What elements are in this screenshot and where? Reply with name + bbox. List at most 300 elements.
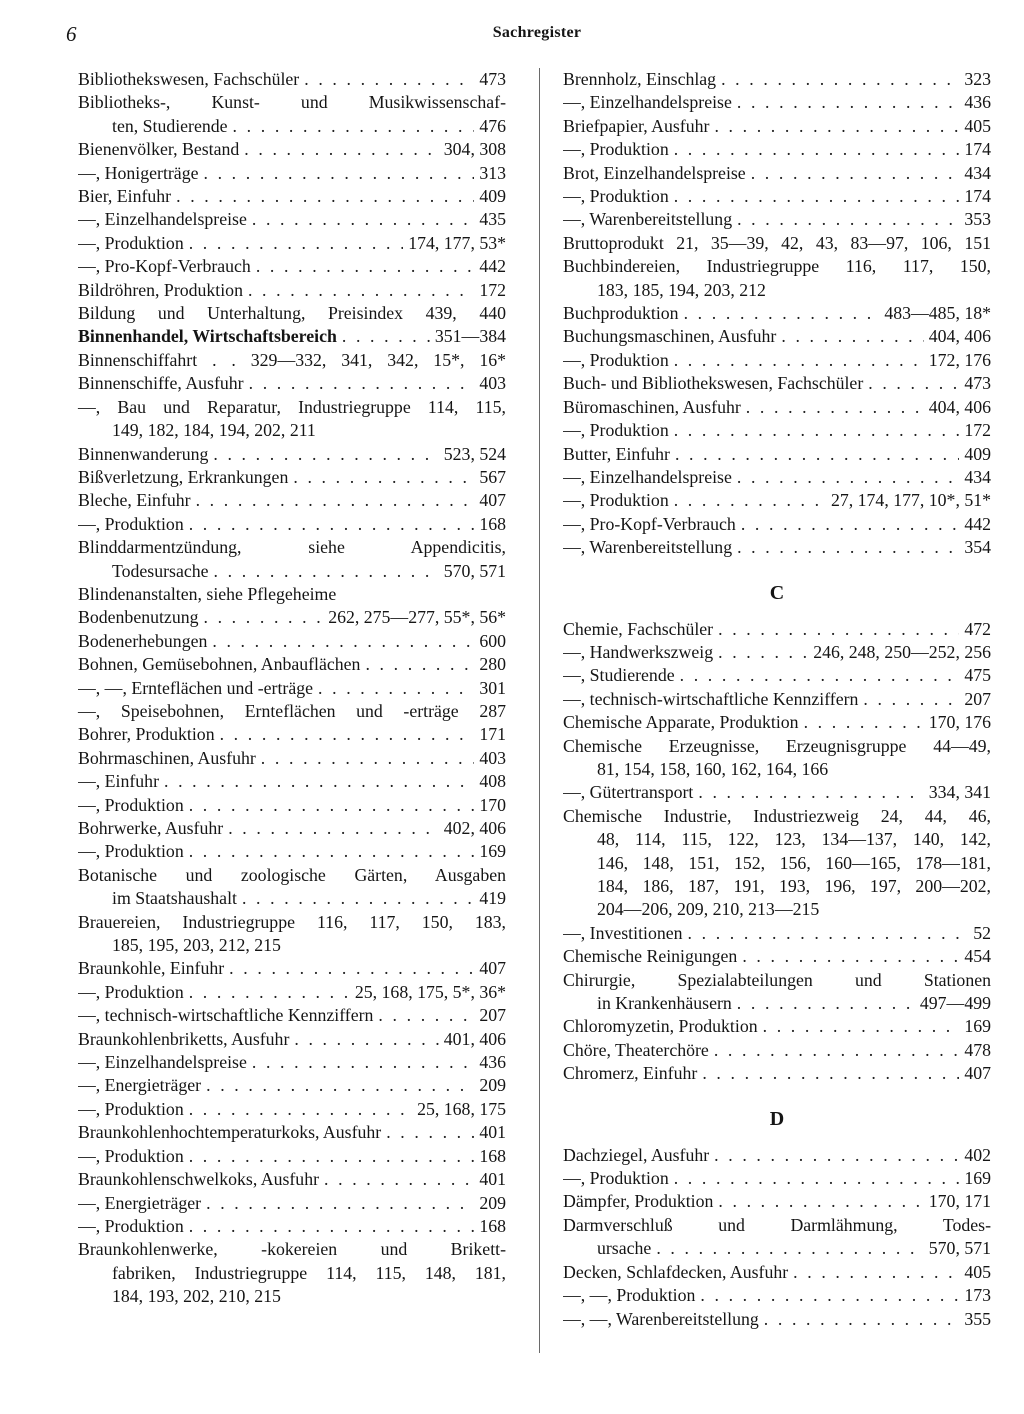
index-entry [78,677,506,700]
index-entry [78,1051,506,1074]
index-entry [78,653,506,676]
entry-term: in Krankenhäusern [597,993,732,1014]
index-entry [78,1028,506,1051]
dot-leader [721,68,959,91]
index-entry [563,641,991,664]
entry-term: —, Pro-Kopf-Verbrauch [78,256,251,277]
entry-page-numbers: 473 [479,69,506,89]
entry-term: —, Produktion [78,1215,184,1236]
dot-leader [386,1121,474,1144]
entry-term: Chloromyzetin, Produktion [563,1016,758,1037]
dot-leader [674,1167,960,1190]
index-entry [563,618,991,641]
entry-term: Braunkohlenhochtemperaturkoks, Ausfuhr [78,1122,382,1143]
entry-term: —, Produktion [563,420,669,441]
dot-leader [204,606,324,629]
entry-page-numbers: 497—499 [919,993,991,1014]
entry-term: —, Warenbereitstellung [563,537,733,558]
index-entry [563,1284,991,1307]
index-entry-continuation [563,1237,991,1260]
entry-term: Chromerz, Einfuhr [563,1063,698,1084]
index-entry: Bibliotheks-, Kunst- und Musikwissenschaf- [78,92,506,113]
entry-page-numbers: 435 [479,209,506,230]
entry-page-numbers: 407 [479,958,506,979]
index-entry: Bruttoprodukt 21, 35—39, 42, 43, 83—97, 106, 151 [563,232,991,253]
entry-page-numbers: 475 [964,665,991,686]
entry-page-numbers: 570, 571 [443,560,506,581]
entry-page-numbers: 403 [479,373,506,394]
entry-page-numbers: 172, 176 [928,349,991,370]
entry-page-numbers: 405 [964,115,991,136]
entry-term: —, Warenbereitstellung [563,209,733,230]
entry-term: —, —, Ernteflächen und -erträge [78,677,314,698]
entry-page-numbers: 407 [964,1063,991,1084]
index-entry [78,68,506,91]
entry-term: Bohrwerke, Ausfuhr [78,818,224,838]
entry-term: —, Produktion [563,490,669,511]
entry-page-numbers: 405 [964,1261,991,1282]
dot-leader [206,1192,474,1215]
index-entry [563,1261,991,1284]
dot-leader [249,372,475,395]
dot-leader [714,1039,960,1062]
dot-leader [206,1074,474,1097]
section-letter-heading: C [769,581,785,604]
entry-term: —, Produktion [78,981,184,1002]
column-divider [539,68,540,1353]
entry-page-numbers: 408 [479,771,506,792]
page-header [0,20,1024,50]
entry-page-numbers: 478 [964,1039,991,1060]
entry-term: —, Gütertransport [563,782,694,803]
index-entry [78,489,506,512]
entry-page-numbers: 52 [973,922,991,943]
index-entry [563,711,991,734]
entry-term: Bohrer, Produktion [78,724,215,745]
index-entry [563,349,991,372]
entry-page-numbers: 401 [479,1169,506,1190]
dot-leader [189,1098,412,1121]
entry-term: —, Investitionen [563,922,683,943]
entry-term: Chemische Apparate, Produktion [563,712,799,733]
index-entry [78,325,506,348]
index-entry-continuation: 184, 193, 202, 210, 215 [112,1286,281,1307]
entry-term: ten, Studierende [112,115,228,136]
entry-term: —, Produktion [563,349,669,370]
index-entry [563,91,991,114]
entry-page-numbers: 454 [964,946,991,967]
index-entry: Blinddarmentzündung, siehe Appendicitis, [78,537,506,558]
entry-page-numbers: 168 [479,1215,506,1236]
dot-leader [674,489,826,512]
entry-page-numbers: 301 [479,677,506,698]
dot-leader [698,781,923,804]
index-entry [563,396,991,419]
dot-leader [318,677,474,700]
dot-leader [718,1190,923,1213]
entry-page-numbers: 570, 571 [928,1238,991,1259]
dot-leader [674,185,960,208]
entry-page-numbers: 170 [479,794,506,815]
dot-leader [737,91,959,114]
index-entry [78,443,506,466]
index-entry [78,255,506,278]
index-entry [78,466,506,489]
entry-term: —, Produktion [563,1168,669,1189]
index-entry: Buchbindereien, Industriegruppe 116, 117, 150, [563,256,991,277]
entry-page-numbers: 174 [964,139,991,160]
entry-page-numbers: 25, 168, 175, 5*, 36* [354,981,506,1002]
dot-leader [714,1144,959,1167]
entry-term: Brennholz, Einschlag [563,69,717,89]
entry-page-numbers: 404, 406 [928,326,991,347]
dot-leader [674,349,924,372]
index-entry: Chemische Industrie, Industriezweig 24, 44, 46, [563,805,991,826]
dot-leader [233,115,475,138]
dot-leader [763,1015,960,1038]
entry-page-numbers: 168 [479,513,506,534]
index-entry-continuation: 183, 185, 194, 203, 212 [597,279,766,300]
dot-leader [746,396,924,419]
index-entry-continuation: 184, 186, 187, 191, 193, 196, 197, 200—202, [597,876,991,896]
index-entry-continuation: 149, 182, 184, 194, 202, 211 [112,420,316,441]
entry-page-numbers: 600 [479,630,506,651]
index-entry: Binnenschiffahrt . . 329—332, 341, 342, 15*, 16* [78,349,506,370]
dot-leader [261,747,475,770]
index-entry [78,1215,506,1238]
dot-leader [228,817,439,840]
dot-leader [675,443,959,466]
index-entry [78,138,506,161]
index-entry [78,232,506,255]
index-entry [78,372,506,395]
entry-page-numbers: 436 [479,1052,506,1073]
dot-leader [189,1145,475,1168]
entry-term: Bildröhren, Produktion [78,279,243,300]
dot-leader [702,1062,959,1085]
index-entry-continuation [78,115,506,138]
index-entry [78,817,506,840]
dot-leader [252,1051,474,1074]
entry-term: —, Produktion [78,232,184,253]
dot-leader [674,419,960,442]
dot-leader [293,466,474,489]
dot-leader [751,162,960,185]
index-entry [563,688,991,711]
index-entry: Blindenanstalten, siehe Pflegeheime [78,583,337,604]
index-entry [78,630,506,653]
entry-term: Buch- und Bibliothekswesen, Fachschüler [563,373,864,394]
index-entry [78,840,506,863]
entry-term: Chöre, Theaterchöre [563,1039,709,1060]
entry-term: —, Einzelhandelspreise [563,92,732,113]
entry-page-numbers: 334, 341 [928,782,991,803]
dot-leader [804,711,924,734]
dot-leader [294,1028,438,1051]
dot-leader [700,1284,959,1307]
entry-page-numbers: 436 [964,92,991,113]
entry-term: im Staatshaushalt [112,888,237,909]
dot-leader [868,372,959,395]
entry-page-numbers: 401 [479,1122,506,1143]
entry-term: —, Energieträger [78,1192,202,1213]
dot-leader [684,302,880,325]
index-entry [78,279,506,302]
entry-term: Butter, Einfuhr [563,443,670,464]
dot-leader [674,138,960,161]
entry-term: —, Produktion [563,139,669,160]
dot-leader [248,279,474,302]
entry-page-numbers: 207 [964,688,991,709]
dot-leader [737,466,959,489]
entry-page-numbers: 172 [479,279,506,300]
entry-page-numbers: 523, 524 [443,443,506,464]
index-entry: Darmverschluß und Darmlähmung, Todes- [563,1214,991,1235]
entry-page-numbers: 434 [964,466,991,487]
index-entry [78,1192,506,1215]
section-letter-heading: D [769,1107,785,1130]
entry-term: —, Studierende [563,665,675,686]
entry-term: Braunkohle, Einfuhr [78,958,225,979]
entry-term: Bohnen, Gemüsebohnen, Anbauflächen [78,654,361,675]
entry-page-numbers: 25, 168, 175 [417,1098,506,1119]
entry-page-numbers: 434 [964,162,991,183]
index-entry-continuation: 204—206, 209, 210, 213—215 [597,899,820,920]
entry-page-numbers: 473 [964,373,991,394]
index-entry [563,1167,991,1190]
entry-term: —, Energieträger [78,1075,202,1096]
entry-page-numbers: 567 [479,466,506,487]
index-entry [78,1145,506,1168]
entry-term: Buchungsmaschinen, Ausfuhr [563,326,777,347]
dot-leader [324,1168,474,1191]
dot-leader [213,443,438,466]
index-entry-continuation: fabriken, Industriegruppe 114, 115, 148, 181, [112,1262,506,1283]
index-entry [563,536,991,559]
entry-term: Bier, Einfuhr [78,186,172,207]
page-number: 6 [66,22,77,46]
dot-leader [378,1004,474,1027]
entry-term: —, Einfuhr [78,771,159,792]
entry-term: —, technisch-wirtschaftliche Kennziffern [563,688,859,709]
dot-leader [176,185,474,208]
entry-page-numbers: 403 [479,747,506,768]
entry-term: —, Produktion [563,186,669,207]
index-entry [563,1062,991,1085]
entry-term: —, —, Warenbereitstellung [563,1308,759,1329]
entry-page-numbers: 27, 174, 177, 10*, 51* [830,490,991,511]
entry-page-numbers: 355 [964,1308,991,1329]
index-entry [563,302,991,325]
entry-term: —, Pro-Kopf-Verbrauch [563,513,736,534]
index-entry [563,443,991,466]
dot-leader [742,945,959,968]
dot-leader [365,653,474,676]
dot-leader [212,630,474,653]
entry-page-numbers: 169 [479,841,506,862]
index-entry [78,185,506,208]
entry-page-numbers: 171 [479,724,506,745]
index-entry-continuation: 146, 148, 151, 152, 156, 160—165, 178—181, [597,852,991,873]
index-entry [78,794,506,817]
entry-page-numbers: 304, 308 [443,139,506,160]
dot-leader [737,992,915,1015]
index-entry [78,162,506,185]
entry-term: —, Produktion [78,841,184,862]
entry-page-numbers: 246, 248, 250—252, 256 [813,641,991,662]
entry-term: Braunkohlenbriketts, Ausfuhr [78,1028,290,1049]
dot-leader [737,208,959,231]
entry-page-numbers: 351—384 [434,326,506,347]
index-entry-continuation: 48, 114, 115, 122, 123, 134—137, 140, 142, [597,829,991,850]
dot-leader [781,325,923,348]
entry-term: Dämpfer, Produktion [563,1191,714,1212]
index-entry [78,770,506,793]
entry-page-numbers: 354 [964,537,991,558]
entry-term: Binnenwanderung [78,443,209,464]
entry-term: —, Einzelhandelspreise [78,209,247,230]
entry-term: Bleche, Einfuhr [78,490,191,511]
entry-page-numbers: 402 [964,1144,991,1165]
index-entry [563,513,991,536]
entry-term: —, technisch-wirtschaftliche Kennziffern [78,1005,374,1026]
dot-leader [244,138,439,161]
index-entry [563,1015,991,1038]
index-entry-continuation [78,560,506,583]
index-entry [563,138,991,161]
entry-term: Decken, Schlafdecken, Ausfuhr [563,1261,789,1282]
entry-term: Bißverletzung, Erkrankungen [78,466,289,487]
entry-page-numbers: 409 [964,443,991,464]
entry-page-numbers: 174 [964,186,991,207]
dot-leader [203,162,474,185]
index-column-left [78,68,506,1309]
index-entry: —, Bau und Reparatur, Industriegruppe 114, 115, [78,396,506,417]
entry-page-numbers: 401, 406 [443,1028,506,1049]
index-entry: Braunkohlenwerke, -kokereien und Brikett- [78,1239,506,1260]
entry-term: Buchproduktion [563,303,679,324]
entry-page-numbers: 483—485, 18* [884,303,991,324]
entry-term: —, Produktion [78,1145,184,1166]
dot-leader [189,513,475,536]
index-entry [78,208,506,231]
index-entry-continuation [78,887,506,910]
entry-term: Bodenerhebungen [78,630,208,651]
entry-term: Binnenhandel, Wirtschaftsbereich [78,326,337,347]
entry-term: —, Einzelhandelspreise [563,466,732,487]
entry-page-numbers: 169 [964,1016,991,1037]
dot-leader [252,208,474,231]
entry-term: Büromaschinen, Ausfuhr [563,396,741,417]
dot-leader [656,1237,923,1260]
entry-term: —, Honigerträge [78,162,199,183]
entry-term: Bodenbenutzung [78,607,199,628]
entry-page-numbers: 404, 406 [928,396,991,417]
index-entry [563,185,991,208]
index-entry: Bildung und Unterhaltung, Preisindex 439, 440 [78,303,506,324]
dot-leader [741,513,960,536]
index-entry [78,1121,506,1144]
entry-page-numbers: 353 [964,209,991,230]
index-entry [563,325,991,348]
entry-term: Brot, Einzelhandelspreise [563,162,746,183]
dot-leader [189,794,475,817]
entry-page-numbers: 442 [964,513,991,534]
entry-term: Bibliothekswesen, Fachschüler [78,69,300,89]
dot-leader [764,1308,960,1331]
entry-term: Bienenvölker, Bestand [78,139,240,160]
entry-term: Chemie, Fachschüler [563,618,714,639]
index-entry [563,1190,991,1213]
index-entry [78,1004,506,1027]
index-entry [563,466,991,489]
dot-leader [196,489,475,512]
entry-term: Dachziegel, Ausfuhr [563,1144,710,1165]
index-entry [563,208,991,231]
index-entry [563,372,991,395]
entry-term: ursache [597,1238,652,1259]
index-entry [563,162,991,185]
dot-leader [189,981,350,1004]
entry-page-numbers: 313 [479,162,506,183]
entry-page-numbers: 172 [964,420,991,441]
dot-leader [242,887,474,910]
index-entry [563,1144,991,1167]
index-entry: Botanische und zoologische Gärten, Ausgaben [78,864,506,885]
dot-leader [189,1215,475,1238]
index-entry-continuation: 81, 154, 158, 160, 162, 164, 166 [597,758,829,779]
index-entry-continuation [563,992,991,1015]
entry-page-numbers: 419 [479,888,506,909]
entry-term: Binnenschiffe, Ausfuhr [78,373,244,394]
entry-term: —, Produktion [78,1098,184,1119]
entry-term: —, Produktion [78,513,184,534]
entry-term: —, —, Produktion [563,1285,696,1306]
dot-leader [164,770,474,793]
entry-page-numbers: 173 [964,1285,991,1306]
dot-leader [214,560,439,583]
index-entry [78,981,506,1004]
index-entry [563,922,991,945]
dot-leader [688,922,969,945]
entry-page-numbers: 280 [479,654,506,675]
index-entry [78,1168,506,1191]
dot-leader [342,325,430,348]
index-entry: Chemische Erzeugnisse, Erzeugnisgruppe 44—49, [563,735,991,756]
entry-page-numbers: 442 [479,256,506,277]
entry-page-numbers: 170, 171 [928,1191,991,1212]
entry-page-numbers: 168 [479,1145,506,1166]
dot-leader [189,840,475,863]
index-entry [563,1039,991,1062]
index-entry [78,1098,506,1121]
index-entry [78,723,506,746]
index-column-right [563,68,991,1331]
index-entry: Chirurgie, Spezialabteilungen und Stationen [563,969,991,990]
entry-term: Braunkohlenschwelkoks, Ausfuhr [78,1169,320,1190]
entry-term: Briefpapier, Ausfuhr [563,115,710,136]
dot-leader [718,618,959,641]
entry-page-numbers: 262, 275—277, 55*, 56* [328,607,506,628]
entry-term: —, Produktion [78,794,184,815]
entry-page-numbers: 209 [479,1192,506,1213]
entry-term: Todesursache [112,560,209,581]
dot-leader [220,723,475,746]
entry-page-numbers: 476 [479,115,506,136]
dot-leader [680,664,960,687]
entry-term: Bohrmaschinen, Ausfuhr [78,747,256,768]
index-entry [78,957,506,980]
